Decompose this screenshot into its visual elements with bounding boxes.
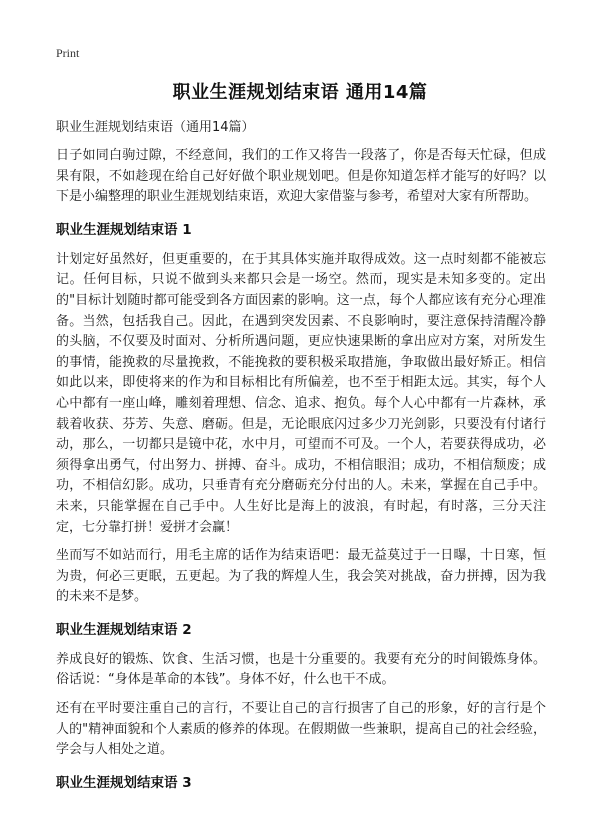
print-link[interactable]: Print — [56, 46, 80, 60]
article-body — [56, 118, 546, 803]
intro-paragraph: 日子如同白驹过隙，不经意间，我们的工作又将告一段落了，你是否每天忙碌，但成果有限，不如趁现在给自己好好做个职业规划吧。但是你知道怎样才能写的好吗？以下是小编整理的职业生涯规划结束语，欢迎大家借鉴与参考，希望对大家有所帮助。 — [56, 148, 546, 205]
section-2-paragraph-1: 养成良好的锻炼、饮食、生活习惯，也是十分重要的。我要有充分的时间锻炼身体。俗话说：“身体是革命的本钱”。身体不好，什么也干不成。 — [56, 651, 546, 688]
page-title: 职业生涯规划结束语 通用14篇 — [172, 82, 428, 103]
section-1-paragraph-1: 计划定好虽然好，但更重要的，在于其具体实施并取得成效。这一点时刻都不能被忘记。任何目标，只说不做到头来都只会是一场空。然而，现实是未知多变的。定出的"目标计划随时都可能受到各方面因素的影响。这一点，每个人都应该有充分心理准备。当然，包括我自己。因此，在遇到突发因素、不良影响时，要注意保持清醒冷静的头脑，不仅要及时面对、分析所遇问题，更应快速果断的拿出应对方案，对所发生的事情，能挽救的尽量挽救，不能挽救的要积极采取措施，争取做出最好矫正。相信如此以来，即使将来的作为和目标相比有所偏差，也不至于相距太远。其实，每个人心中都有一座山峰，雕刻着理想、信念、追求、抱负。每个人心中都有一片森林，承载着收获、芬芳、失意、磨砺。但是，无论眼底闪过多少刀光剑影，只要没有付诸行动，那么，一切都只是镜中花，水中月，可望而不可及。一个人，若要获得成功，必须得拿出勇气，付出努力、拼搏、奋斗。成功，不相信眼泪；成功，不相信颓废；成功，不相信幻影。成功，只垂青有充分磨砺充分付出的人。未来，掌握在自己手中。未来，只能掌握在自己手中。人生好比是海上的波浪，有时起，有时落，三分天注定，七分靠打拼！爱拼才会赢！ — [56, 251, 546, 535]
section-heading-1: 职业生涯规划结束语 1 — [56, 221, 192, 238]
section-2-paragraph-2: 还有在平时要注重自己的言行，不要让自己的言行损害了自己的形象，好的言行是个人的"精神面貌和个人素质的修养的体现。在假期做一些兼职，提高自己的社会经验，学会与人相处之道。 — [56, 701, 546, 758]
section-heading-3: 职业生涯规划结束语 3 — [56, 774, 192, 791]
article-subtitle: 职业生涯规划结束语（通用14篇） — [56, 120, 255, 135]
section-heading-2: 职业生涯规划结束语 2 — [56, 621, 192, 638]
section-1-paragraph-2: 坐而写不如站而行，用毛主席的话作为结束语吧：最无益莫过于一日曝，十日寒，恒为贵，何必三更眠，五更起。为了我的辉煌人生，我会笑对挑战，奋力拼搏，因为我的未来不是梦。 — [56, 548, 546, 605]
